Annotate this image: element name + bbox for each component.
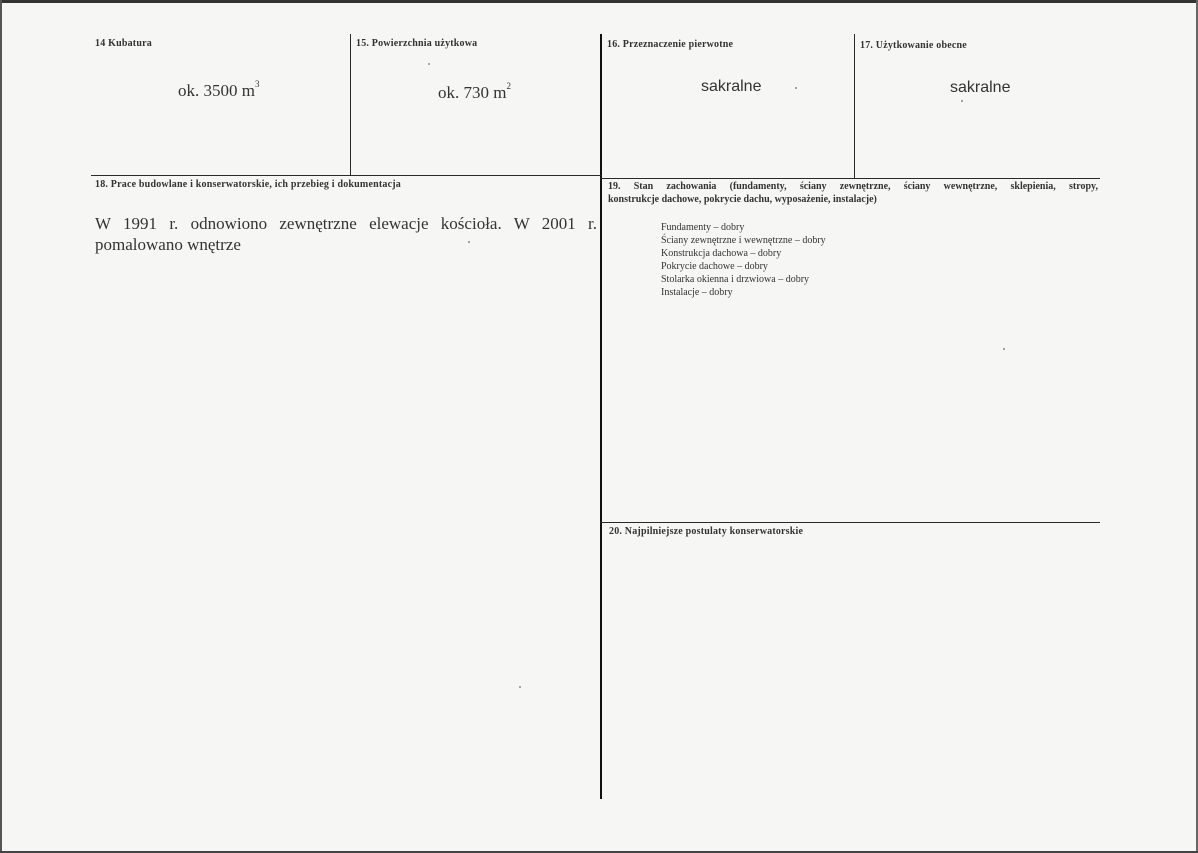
row-divider-left: [91, 175, 601, 176]
field-19-label-line-1: 19. Stan zachowania (fundamenty, ściany zewnętrzne, ściany wewnętrzne, sklepienia, stropy,: [608, 181, 1098, 192]
field-19-label: [608, 180, 1098, 206]
row-divider-19-20: [600, 522, 1100, 523]
scan-speck: [519, 686, 521, 688]
condition-item: Instalacje – dobry: [661, 287, 733, 298]
field-17-value: sakralne: [950, 79, 1011, 96]
condition-item: Ściany zewnętrzne i wewnętrzne – dobry: [661, 235, 826, 246]
field-17-label: 17. Użytkowanie obecne: [860, 40, 967, 51]
field-18-text: [95, 213, 597, 255]
condition-item: Pokrycie dachowe – dobry: [661, 261, 768, 272]
field-19-condition-list: [661, 221, 826, 299]
field-14-label: 14 Kubatura: [95, 38, 152, 49]
field-19-label-line-2: konstrukcje dachowe, pokrycie dachu, wyposażenie, instalacje): [608, 194, 877, 205]
field-18-text-line-2: pomalowano wnętrze: [95, 235, 241, 254]
scan-speck: [961, 100, 963, 102]
field-14-value: ok. 3500 $m^3$: [178, 79, 260, 100]
scan-speck: [428, 63, 430, 65]
condition-item: Stolarka okienna i drzwiowa – dobry: [661, 274, 810, 285]
field-16-value: sakralne: [701, 78, 762, 95]
scan-speck: [795, 87, 797, 89]
divider-16-17: [854, 34, 855, 179]
condition-item: Fundamenty – dobry: [661, 222, 745, 233]
row-divider-right: [600, 178, 1100, 179]
page-top-edge: [0, 0, 1198, 3]
scan-speck: [468, 241, 470, 243]
scan-speck: [1003, 348, 1005, 350]
field-18-text-line-1: W 1991 r. odnowiono zewnętrzne elewacje kościoła. W 2001 r.: [95, 214, 597, 233]
field-15-value: ok. 730 $m^2$: [438, 81, 511, 102]
field-16-label: 16. Przeznaczenie pierwotne: [607, 39, 734, 50]
page-left-edge: [0, 0, 2, 853]
field-18-label: 18. Prace budowlane i konserwatorskie, ich przebieg i dokumentacja: [95, 179, 401, 190]
divider-14-15: [350, 34, 351, 175]
field-20-label: 20. Najpilniejsze postulaty konserwatorskie: [609, 526, 804, 537]
condition-item: Konstrukcja dachowa – dobry: [661, 248, 782, 259]
field-15-label: 15. Powierzchnia użytkowa: [356, 38, 478, 49]
divider-center: [600, 34, 602, 799]
